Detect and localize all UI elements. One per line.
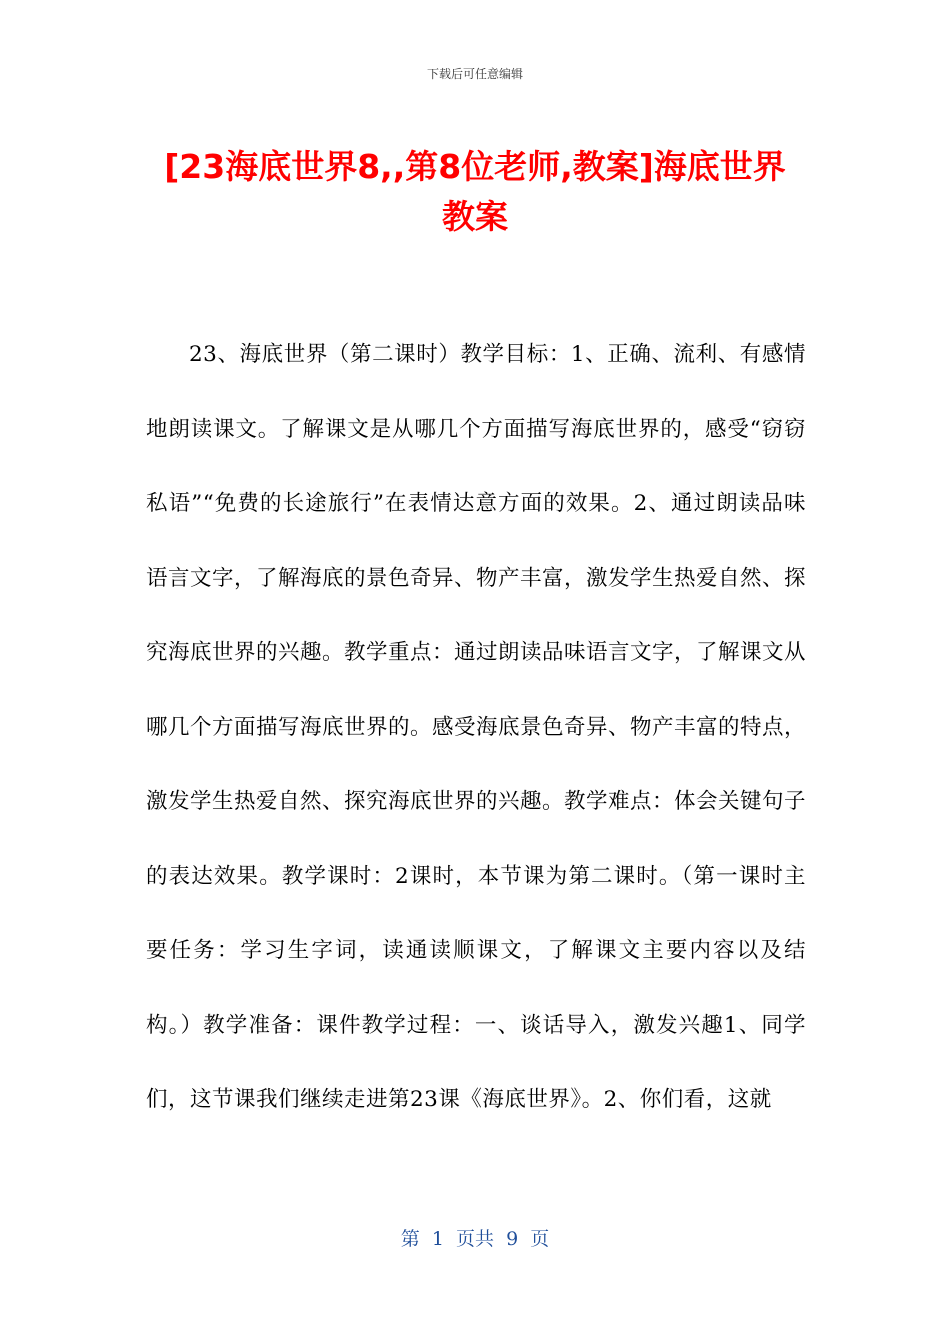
page-number-footer: 第 1 页共 9 页 [400,1228,550,1250]
header-note: 下载后可任意编辑 [426,67,523,81]
document-title: [23海底世界8,,第8位老师,教案]海底世界教案 [164,147,786,236]
document-body: 23、海底世界（第二课时）教学目标：1、正确、流利、有感情地朗读课文。了解课文是从哪几个方面描写海底世界的，感受“窃窃私语”“免费的长途旅行”在表情达意方面的效果。2、通过朗读品味语言文字，了解海底的景色奇异、物产丰富，激发学生热爱自然、探究海底世界的兴趣。教学重点：通过朗读品味语言文字，了解课文从哪几个方面描写海底世界的。感受海底景色奇异、物产丰富的特点，激发学生热爱自然、探究海底世界的兴趣。教学难点：体会关键句子的表达效果。教学课时：2课时，本节课为第二课时。（第一课时主要任务：学习生字词，读通读顺课文，了解课文主要内容以及结构。）教学准备：课件教学过程：一、谈话导入，激发兴趣1、同学们，这节课我们继续走进第23课《海底世界》。2、你们看，这就 [146,342,806,1112]
